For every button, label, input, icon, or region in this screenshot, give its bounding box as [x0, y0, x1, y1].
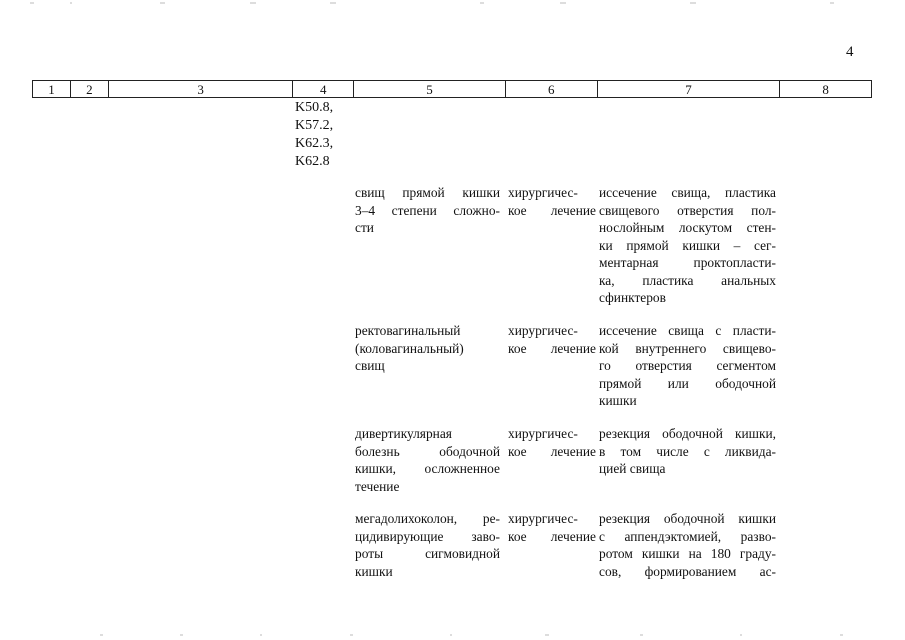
treatment-type-2 [508, 322, 596, 357]
text-line: болезнь ободочной [355, 443, 500, 459]
text-line: течение [355, 478, 400, 494]
page-number: 4 [846, 44, 854, 60]
text-line: цидивирующие заво- [355, 528, 500, 544]
text-line: роты сигмовидной [355, 546, 500, 561]
column-number-8: 8 [822, 82, 829, 97]
text-line: кишки, осложненное [355, 461, 500, 476]
icd-code: K57.2, [295, 118, 334, 133]
text-line: сов, формированием ас- [599, 563, 776, 579]
treatment-method-3 [599, 425, 776, 478]
text-line: хирургичес- [508, 185, 578, 200]
disease-model-3 [355, 425, 500, 495]
treatment-method-1 [599, 184, 776, 307]
text-line: нослойным лоскутом стен- [599, 220, 776, 235]
treatment-type-3 [508, 425, 596, 460]
treatment-method-4 [599, 510, 776, 580]
text-line: свищ [355, 358, 385, 373]
text-line: иссечение свища, пластика [599, 185, 776, 200]
text-line: хирургичес- [508, 426, 578, 441]
text-line: сфинктеров [599, 290, 666, 305]
text-line: резекция ободочной кишки, [599, 426, 776, 441]
text-line: кое лечение [508, 340, 596, 356]
text-line: цией свища [599, 461, 666, 476]
text-line: кишки [599, 393, 637, 408]
text-line: кое лечение [508, 528, 596, 544]
icd-code: K62.3, [295, 136, 334, 151]
text-line: мегадолихоколон, ре- [355, 511, 500, 526]
text-line: (коловагинальный) [355, 340, 464, 356]
disease-model-2 [355, 322, 500, 375]
text-line: ки прямой кишки – сег- [599, 237, 776, 253]
disease-model-1 [355, 184, 500, 237]
icd-code: K50.8, [295, 100, 334, 115]
text-line: хирургичес- [508, 511, 578, 526]
column-number-6: 6 [506, 81, 598, 97]
treatment-method-2 [599, 322, 776, 410]
text-line: свищевого отверстия пол- [599, 202, 776, 218]
text-line: ка, пластика анальных [599, 272, 776, 288]
text-line: ментарная проктопласти- [599, 255, 776, 270]
column-number-2: 2 [71, 81, 109, 97]
text-line: резекция ободочной кишки [599, 511, 776, 526]
text-line: го отверстия сегментом [599, 358, 776, 373]
text-line: кой внутреннего свищево- [599, 340, 776, 356]
icd-codes [295, 99, 333, 171]
text-line: с аппендэктомией, разво- [599, 528, 776, 544]
scan-noise-top [0, 2, 905, 4]
text-line: 3–4 степени сложно- [355, 202, 500, 218]
treatment-type-4 [508, 510, 596, 545]
text-line: дивертикулярная [355, 426, 452, 441]
icd-code: K62.8 [295, 154, 330, 169]
column-number-7: 7 [598, 81, 781, 97]
scan-noise-bottom [0, 634, 905, 636]
column-number-3: 3 [109, 81, 294, 97]
column-number-header-row [32, 80, 872, 98]
text-line: сти [355, 220, 374, 235]
text-line: прямой или ободочной [599, 375, 776, 391]
column-number-1: 1 [33, 81, 71, 97]
text-line: хирургичес- [508, 323, 578, 338]
text-line: ротом кишки на 180 граду- [599, 546, 776, 561]
column-number-5: 5 [354, 81, 506, 97]
treatment-type-1 [508, 184, 596, 219]
text-line: кое лечение [508, 202, 596, 218]
text-line: кое лечение [508, 443, 596, 459]
column-number-4: 4 [293, 81, 354, 97]
text-line: иссечение свища с пласти- [599, 323, 776, 338]
disease-model-4 [355, 510, 500, 580]
text-line: ректовагинальный [355, 323, 461, 338]
text-line: в том числе с ликвида- [599, 443, 776, 459]
text-line: свищ прямой кишки [355, 185, 500, 200]
text-line: кишки [355, 563, 393, 579]
